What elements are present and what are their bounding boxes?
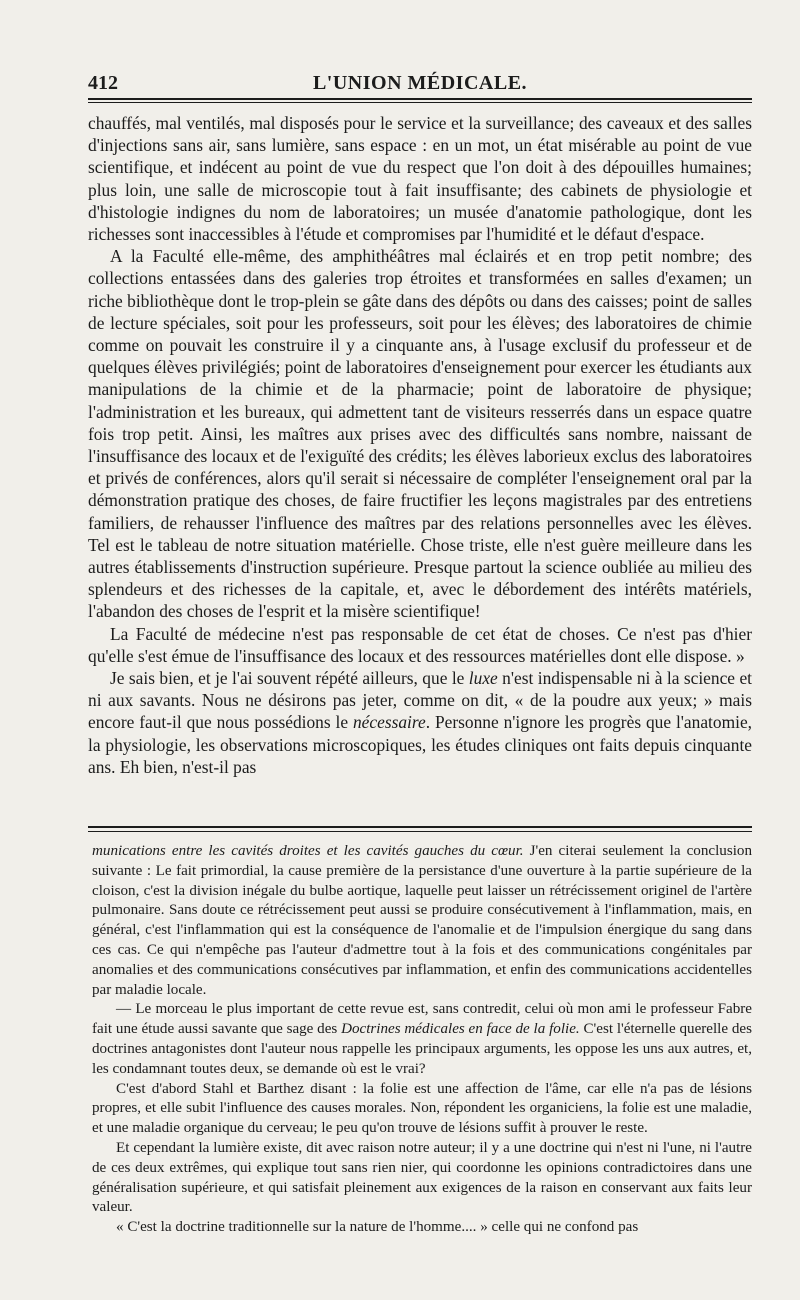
footnote-rule-thick xyxy=(88,826,752,828)
p4-italic-luxe: luxe xyxy=(468,668,498,689)
note-paragraph-5: « C'est la doctrine traditionnelle sur la nature de l'homme.... » celle qui ne confond pas xyxy=(116,1219,639,1236)
header-rule-thin xyxy=(88,102,752,103)
p4-text-b: n'est indispensable ni à la science et ni aux savants. Nous ne désirons pas jeter, comme on dit, « de la poudre aux yeux; » mais encore faut-il que nous possédions le xyxy=(88,668,752,733)
running-title: L'UNION MÉDICALE. xyxy=(312,72,528,94)
note-paragraph-3: C'est d'abord Stahl et Barthez disant : la folie est une affection de l'âme, car elle n'a pas de lésions propres, et elle subit l'influence des causes morales. Non, répondent les organiciens, la folie est une maladie, et une maladie organique du cerveau; le peu qu'on trouve de lésions suffit à prouver le reste. xyxy=(92,1080,752,1137)
p4-text-a: Je sais bien, et je l'ai souvent répété ailleurs, que le xyxy=(110,668,469,689)
note-paragraph-4: Et cependant la lumière existe, dit avec raison notre auteur; il y a une doctrine qui n'est ni l'une, ni l'autre de ces deux extrêmes, qui explique tout sans rien nier, qui coordonne les opinions contradictoires dans une généralisation supérieure, et qui satisfait pleinement aux exigences de la raison en conservant aux faits leur valeur. xyxy=(92,1139,752,1216)
paragraph-3: La Faculté de médecine n'est pas responsable de cet état de choses. Ce n'est pas d'hier qu'elle s'est émue de l'insuffisance des locaux et des ressources matérielles dont elle dispose. » xyxy=(88,623,752,666)
note-2-text-b: C'est l'éternelle querelle des doctrines antagonistes dont l'auteur nous rappelle les principaux arguments, les oppose les uns aux autres, et, les condamnant toutes deux, se demande où est le vrai? xyxy=(92,1021,752,1077)
header-rule-thick xyxy=(88,98,752,100)
paragraph-1: chauffés, mal ventilés, mal disposés pour le service et la surveillance; des caveaux et des salles d'injections sans air, sans lumière, sans espace : en un mot, un état misérable au point de vue scientifique, et indécent au point de vue du respect que l'on doit à des dépouilles humaines; plus loin, une salle de microscopie tout à fait insuffisante; des cabinets de physiologie et d'histologie indignes du nom de laboratoires; un musée d'anatomie pathologique, dont les richesses sont inaccessibles à l'étude et compromises par l'humidité et le défaut d'espace. xyxy=(88,113,752,245)
p4-italic-necessaire: nécessaire xyxy=(352,712,426,733)
page-header xyxy=(88,62,752,96)
footnote-block xyxy=(92,842,752,1238)
note-paragraph-1 xyxy=(92,842,752,1000)
paragraph-4 xyxy=(88,667,752,778)
paragraph-2: A la Faculté elle-même, des amphithéâtres mal éclairés et en trop petit nombre; des collections entassées dans des galeries trop étroites et transformées en salles d'examen; un riche bibliothèque dont le trop-plein se gâte dans des dépôts ou dans des caisses; point de salles de lecture spéciales, soit pour les professeurs, soit pour les élèves; des laboratoires de chimie comme on pouvait les construire il y a cinquante ans, à l'usage exclusif du professeur et de quelques élèves privilégiés; point de laboratoires d'enseignement pour exercer les étudiants aux manipulations de la chimie et de la pharmacie; point de laboratoire de physique; l'administration et les bureaux, qui admettent tant de visiteurs resserrés dans un espace quatre fois trop petit. Ainsi, les maîtres aux prises avec des difficultés sans nombre, naissant de l'insuffisance des locaux et de l'exiguïté des crédits; les élèves laborieux exclus des laboratoires et privés de conférences, alors qu'il serait si nécessaire de compléter l'enseignement oral par la démonstration pratique des choses, de faire fructifier les leçons magistrales par des entretiens familiers, de rehausser l'influence des maîtres par des relations personnelles avec les élèves. Tel est le tableau de notre situation matérielle. Chose triste, elle n'est guère meilleure dans les autres établissements d'instruction supérieure. Presque partout la science oubliée au milieu des splendeurs et des richesses de la capitale, et, avec le débordement des intérêts matériels, l'abandon des choses de l'esprit et la misère scientifique! xyxy=(88,246,752,622)
note-1-text: J'en citerai seulement la conclusion suivante : Le fait primordial, la cause première de la persistance d'une ouverture à la partie supérieure de la cloison, c'est la division inégale du bulbe aortique, laquelle peut laisser un rétrécissement originel de l'artère pulmonaire. Sans doute ce rétrécissement peut aussi se produire consécutivement à l'inflammation, mais, en général, c'est l'inflammation qui est la conséquence de l'anomalie et de l'impulsion énergique du sang dans ces cas. Ce qui n'empêche pas l'auteur d'admettre tout à la fois et des communications congénitales par anomalies et des communications consécutives par inflammation, et enfin des communications accidentelles par maladie locale. xyxy=(92,843,752,998)
note-paragraph-2 xyxy=(92,1000,752,1079)
main-text-block xyxy=(88,112,752,778)
footnote-rule-thin xyxy=(88,831,752,832)
note-1-italic: munications entre les cavités droites et les cavités gauches du cœur. xyxy=(92,843,524,859)
note-2-italic: Doctrines médicales en face de la folie. xyxy=(341,1021,580,1038)
note-2-text-a: — Le morceau le plus important de cette revue est, sans contredit, celui où mon ami le professeur Fabre fait une étude aussi savante que sage des xyxy=(92,1001,752,1038)
p4-text-c: . Personne n'ignore les progrès que l'anatomie, la physiologie, les observations microscopiques, les études cliniques ont faits depuis cinquante ans. Eh bien, n'est-il pas xyxy=(88,712,753,777)
page-number: 412 xyxy=(88,72,118,94)
